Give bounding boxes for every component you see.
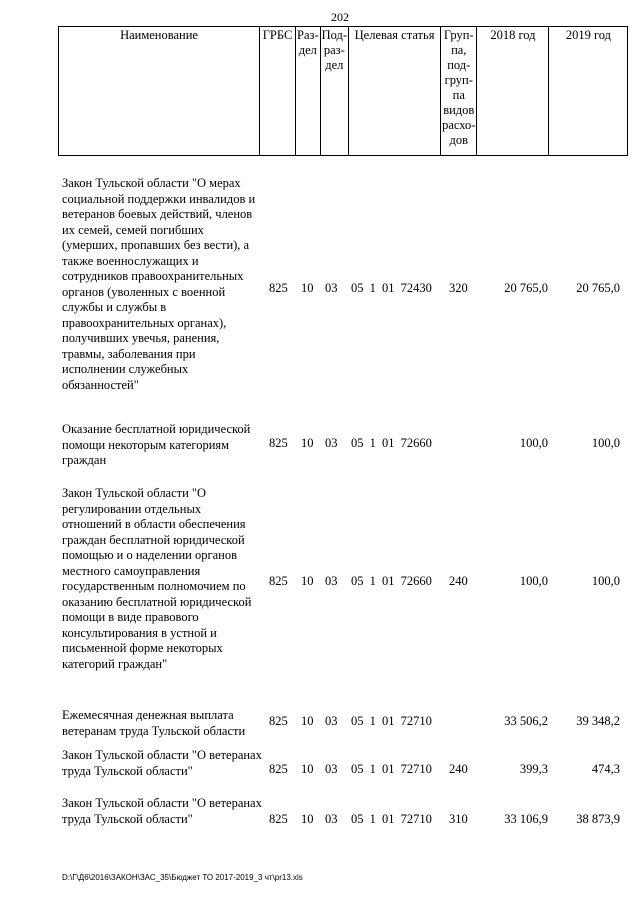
row-2018: 20 765,0 bbox=[504, 281, 548, 295]
row-razdel: 10 bbox=[301, 281, 314, 295]
row-grbs: 825 bbox=[269, 574, 288, 588]
row-razdel: 10 bbox=[301, 574, 314, 588]
row-2018: 100,0 bbox=[519, 574, 548, 588]
row-target: 05 1 01 72660 bbox=[351, 574, 432, 588]
table-row bbox=[58, 176, 624, 406]
table-header bbox=[58, 26, 628, 156]
row-target: 05 1 01 72430 bbox=[351, 281, 432, 295]
row-razdel: 10 bbox=[301, 812, 314, 826]
row-razdel: 10 bbox=[301, 714, 314, 728]
file-path-footer: D:\Г\Д6\2016\ЗАКОН\ЗАС_35\Бюджет ТО 2017-2019_3 чт\pr13.xls bbox=[62, 873, 303, 882]
row-podrazdel: 03 bbox=[325, 281, 338, 295]
row-grbs: 825 bbox=[269, 762, 288, 776]
row-target: 05 1 01 72710 bbox=[351, 762, 432, 776]
row-podrazdel: 03 bbox=[325, 574, 338, 588]
row-razdel: 10 bbox=[301, 762, 314, 776]
row-grbs: 825 bbox=[269, 281, 288, 295]
row-grbs: 825 bbox=[269, 714, 288, 728]
row-name: Закон Тульской области "О мерах социальной поддержки инвалидов и ветеранов боевых действий, членов их семей, семей погибших (умерших, пропавших без вести), а также военнослужащих и сотрудников правоохранительных органов (уволенных с военной службы и службы в правоохранительных органах), получивших увечья, ранения, травмы, заболевания при исполнении служебных обязанностей" bbox=[62, 176, 256, 392]
row-2019: 39 348,2 bbox=[576, 714, 620, 728]
row-2018: 33 506,2 bbox=[504, 714, 548, 728]
row-name: Оказание бесплатной юридической помощи некоторым категориям граждан bbox=[62, 422, 251, 467]
header-podrazdel: Под- раз- дел bbox=[320, 27, 348, 156]
row-target: 05 1 01 72710 bbox=[351, 812, 432, 826]
row-2019: 474,3 bbox=[591, 762, 620, 776]
row-2019: 38 873,9 bbox=[576, 812, 620, 826]
row-2019: 100,0 bbox=[591, 436, 620, 450]
row-2018: 100,0 bbox=[519, 436, 548, 450]
header-name: Наименование bbox=[59, 27, 260, 156]
header-2018: 2018 год bbox=[477, 27, 549, 156]
row-group: 240 bbox=[449, 574, 468, 588]
row-target: 05 1 01 72660 bbox=[351, 436, 432, 450]
row-razdel: 10 bbox=[301, 436, 314, 450]
header-grbs: ГРБС bbox=[260, 27, 296, 156]
row-2018: 33 106,9 bbox=[504, 812, 548, 826]
row-name: Закон Тульской области "О ветеранах труда Тульской области" bbox=[62, 796, 262, 826]
row-name: Закон Тульской области "О ветеранах труда Тульской области" bbox=[62, 748, 262, 778]
row-name: Закон Тульской области "О регулировании отдельных отношений в области обеспечения граждан бесплатной юридической помощью и о наделении органов местного самоуправления государственным полномочием по оказанию бесплатной юридической помощи в виде правового консультирования в устной и письменной форме некоторых категорий граждан" bbox=[62, 486, 252, 671]
table-row bbox=[58, 486, 624, 686]
page-number: 202 bbox=[331, 10, 349, 24]
row-podrazdel: 03 bbox=[325, 436, 338, 450]
row-group: 310 bbox=[449, 812, 468, 826]
table-row bbox=[58, 708, 624, 742]
header-razdel: Раз- дел bbox=[296, 27, 321, 156]
row-grbs: 825 bbox=[269, 436, 288, 450]
table-row bbox=[58, 796, 624, 844]
row-podrazdel: 03 bbox=[325, 762, 338, 776]
table-row bbox=[58, 748, 624, 796]
row-2019: 20 765,0 bbox=[576, 281, 620, 295]
row-target: 05 1 01 72710 bbox=[351, 714, 432, 728]
header-2019: 2019 год bbox=[549, 27, 628, 156]
row-grbs: 825 bbox=[269, 812, 288, 826]
row-group: 320 bbox=[449, 281, 468, 295]
row-podrazdel: 03 bbox=[325, 714, 338, 728]
row-2018: 399,3 bbox=[519, 762, 548, 776]
table-row bbox=[58, 422, 624, 472]
header-group: Груп- па, под- груп- па видов расхо- дов bbox=[441, 27, 477, 156]
row-group: 240 bbox=[449, 762, 468, 776]
row-podrazdel: 03 bbox=[325, 812, 338, 826]
row-2019: 100,0 bbox=[591, 574, 620, 588]
header-target: Целевая статья bbox=[349, 27, 441, 156]
row-name: Ежемесячная денежная выплата ветеранам труда Тульской области bbox=[62, 708, 246, 738]
